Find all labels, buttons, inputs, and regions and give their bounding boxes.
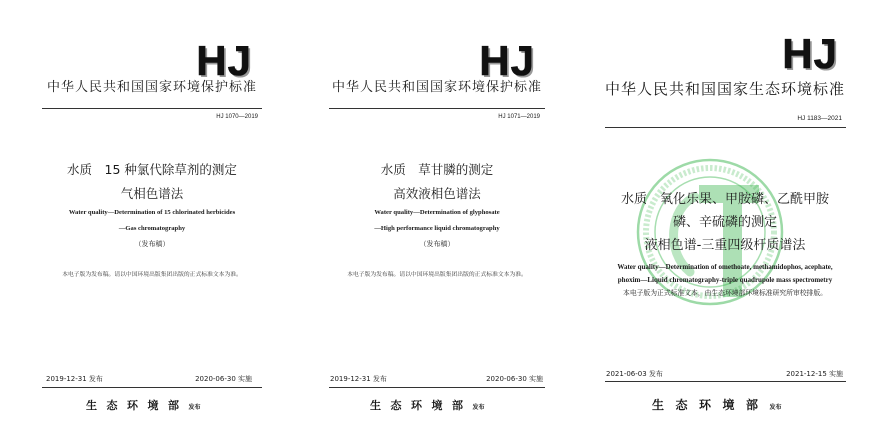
standard-cover-hj-1183 <box>602 0 848 446</box>
title-cn-line-1: 水质 氧化乐果、甲胺磷、乙酰甲胺 <box>620 192 829 207</box>
hj-logo: HJ <box>782 30 838 77</box>
draft-note: （发布稿） <box>134 240 170 248</box>
issuer <box>86 396 201 412</box>
disclaimer: 本电子版为正式标准文本，由生态环境部环境标准研究所审校排版。 <box>623 289 827 297</box>
issuer-name: 生态环境部 <box>86 399 189 412</box>
issuer-suffix: 发布 <box>472 404 485 411</box>
issuer <box>652 396 782 412</box>
agency-title: 中华人民共和国国家环境保护标准 <box>46 80 257 95</box>
certification-seal <box>635 157 785 307</box>
issue-date: 2019-12-31 发布 <box>46 375 103 383</box>
agency-title: 中华人民共和国国家环境保护标准 <box>331 80 542 95</box>
implement-date: 2020-06-30 实施 <box>486 375 543 383</box>
standard-number: HJ 1070—2019 <box>216 114 258 120</box>
title-en-line-2: phoxim—Liquid chromatography-triple quadrupole mass spectrometry <box>617 276 833 284</box>
disclaimer: 本电子版为发布稿。请以中国环境出版集团出版的正式标准文本为准。 <box>62 272 242 278</box>
issuer-suffix: 发布 <box>769 404 782 411</box>
footer-rule <box>605 381 846 382</box>
agency-title: 中华人民共和国国家生态环境标准 <box>604 80 845 98</box>
header-rule <box>42 108 262 109</box>
title-en-line-1: Water quality—Determination of 15 chlorinated herbicides <box>68 209 236 216</box>
hj-logo: HJ <box>479 37 535 84</box>
standard-cover-hj-1071 <box>328 0 546 446</box>
issue-date: 2019-12-31 发布 <box>330 375 387 383</box>
issue-date: 2021-06-03 发布 <box>606 370 663 378</box>
title-cn-line-2: 磷、辛硫磷的测定 <box>672 215 777 230</box>
title-cn-line-3: 液相色谱-三重四级杆质谱法 <box>644 238 806 253</box>
title-cn-line-2: 高效液相色谱法 <box>393 186 481 201</box>
implement-date: 2021-12-15 实施 <box>786 370 843 378</box>
title-en-line-1: Water quality—Determination of omethoate, methamidophos, acephate, <box>617 263 833 271</box>
hj-logo: HJ <box>196 37 252 84</box>
title-cn-line-1: 水质 15 种氯代除草剂的测定 <box>67 162 237 177</box>
title-en-line-1: Water quality—Determination of glyphosate <box>374 209 500 216</box>
implement-date: 2020-06-30 实施 <box>195 375 252 383</box>
standard-number: HJ 1183—2021 <box>797 115 842 122</box>
footer-rule <box>329 387 545 388</box>
header-rule <box>605 127 846 128</box>
issuer-name: 生态环境部 <box>370 399 473 412</box>
disclaimer: 本电子版为发布稿。请以中国环境出版集团出版的正式标准文本为准。 <box>347 272 527 278</box>
title-en-line-2: —Gas chromatography <box>118 225 186 232</box>
standard-cover-hj-1070 <box>40 0 264 446</box>
standard-number: HJ 1071—2019 <box>498 114 540 120</box>
title-cn-line-1: 水质 草甘膦的测定 <box>380 162 494 177</box>
seal-emblem-arc <box>674 197 695 272</box>
header-rule <box>329 108 545 109</box>
issuer <box>370 396 485 412</box>
footer-rule <box>42 387 262 388</box>
title-cn-line-2: 气相色谱法 <box>120 186 184 201</box>
issuer-name: 生态环境部 <box>652 398 770 412</box>
draft-note: （发布稿） <box>419 240 455 248</box>
title-en-line-2: —High performance liquid chromatography <box>374 225 500 232</box>
issuer-suffix: 发布 <box>188 404 201 411</box>
